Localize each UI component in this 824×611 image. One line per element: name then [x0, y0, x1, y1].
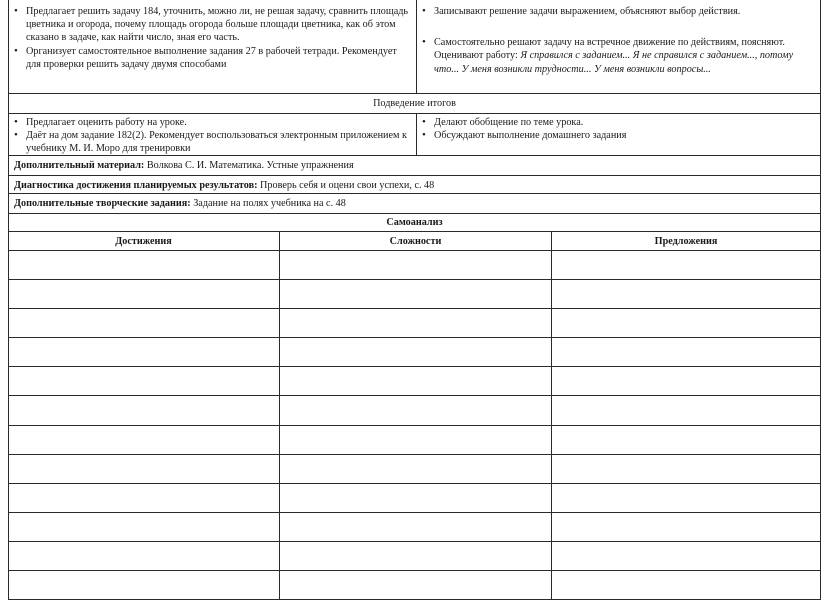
divider-table-header: [8, 250, 821, 251]
outer-border-bottom: [8, 599, 821, 600]
summary-right-item-2: • Обсуждают выполнение домашнего задания: [420, 129, 816, 142]
divider-creative: [8, 213, 821, 214]
table-row-divider: [8, 512, 821, 513]
table-row-divider: [8, 570, 821, 571]
top-right-item-1: • Записывают решение задачи выражением, объясняют выбор действия.: [420, 5, 816, 18]
divider-summary-bottom: [8, 155, 821, 156]
table-row-divider: [8, 454, 821, 455]
top-left-item-2: • Организует самостоятельное выполнение задания 27 в рабочей тетради. Рекомендует для проверки решить задачу двумя способами: [12, 45, 410, 71]
top-left-cell: [12, 5, 410, 71]
table-row-divider: [8, 366, 821, 367]
creative-tasks-text: Задание на полях учебника на с. 48: [190, 198, 346, 209]
table-row-divider: [8, 483, 821, 484]
diagnostics-row: [14, 179, 814, 192]
divider-top-summary: [8, 93, 821, 94]
outer-border-left: [8, 0, 9, 600]
creative-tasks-row: [14, 197, 814, 210]
divider-summary-heading: [8, 113, 821, 114]
summary-column-divider: [416, 113, 417, 155]
diagnostics-text: Проверь себя и оцени свои успехи, с. 48: [257, 180, 435, 191]
table-row-divider: [8, 279, 821, 280]
column-header-achievements: Достижения: [115, 236, 172, 247]
creative-tasks-label: Дополнительные творческие задания:: [14, 198, 191, 209]
divider-self-analysis-heading: [8, 231, 821, 232]
self-analysis-heading: Самоанализ: [386, 217, 443, 228]
top-column-divider: [416, 0, 417, 93]
diagnostics-label: Диагностика достижения планируемых результатов:: [14, 180, 258, 191]
table-row-divider: [8, 541, 821, 542]
summary-right-cell: [420, 116, 816, 142]
divider-additional: [8, 175, 821, 176]
top-right-item-2-italic: Я справился с заданием... Я не справился с заданием..., потому что... У меня возникли трудности... У меня возникли вопросы...: [434, 50, 794, 75]
top-left-item-1: • Предлагает решить задачу 184, уточнить, можно ли, не решая задачу, сравнить площадь цветника и огорода, почему площадь огорода больше площади цветника, как об этом сказано в задаче, как найти число, зная его часть.: [12, 5, 410, 45]
self-analysis-divider-1: [279, 231, 280, 600]
top-right-cell: [420, 5, 816, 76]
summary-heading: Подведение итогов: [373, 98, 456, 109]
column-header-suggestions: Предложения: [654, 236, 718, 247]
additional-material-text: Волкова С. И. Математика. Устные упражнения: [144, 160, 354, 171]
top-right-item-2: [420, 36, 816, 76]
divider-diagnostics: [8, 193, 821, 194]
top-right-item-2-text: Самостоятельно решают задачу на встречное движение по действиям, поясняют. Оценивают работу:: [434, 37, 785, 62]
outer-border-right: [820, 0, 821, 600]
table-row-divider: [8, 337, 821, 338]
self-analysis-divider-2: [551, 231, 552, 600]
summary-left-cell: [12, 116, 410, 156]
table-row-divider: [8, 395, 821, 396]
additional-material-row: [14, 159, 814, 172]
additional-material-label: Дополнительный материал:: [14, 160, 145, 171]
table-row-divider: [8, 308, 821, 309]
summary-left-item-2: • Даёт на дом задание 182(2). Рекомендует воспользоваться электронным приложением к учебнику М. И. Моро для тренировки: [12, 129, 410, 155]
summary-right-item-1: • Делают обобщение по теме урока.: [420, 116, 816, 129]
summary-left-item-1: • Предлагает оценить работу на уроке.: [12, 116, 410, 129]
table-row-divider: [8, 425, 821, 426]
column-header-difficulties: Сложности: [389, 236, 442, 247]
